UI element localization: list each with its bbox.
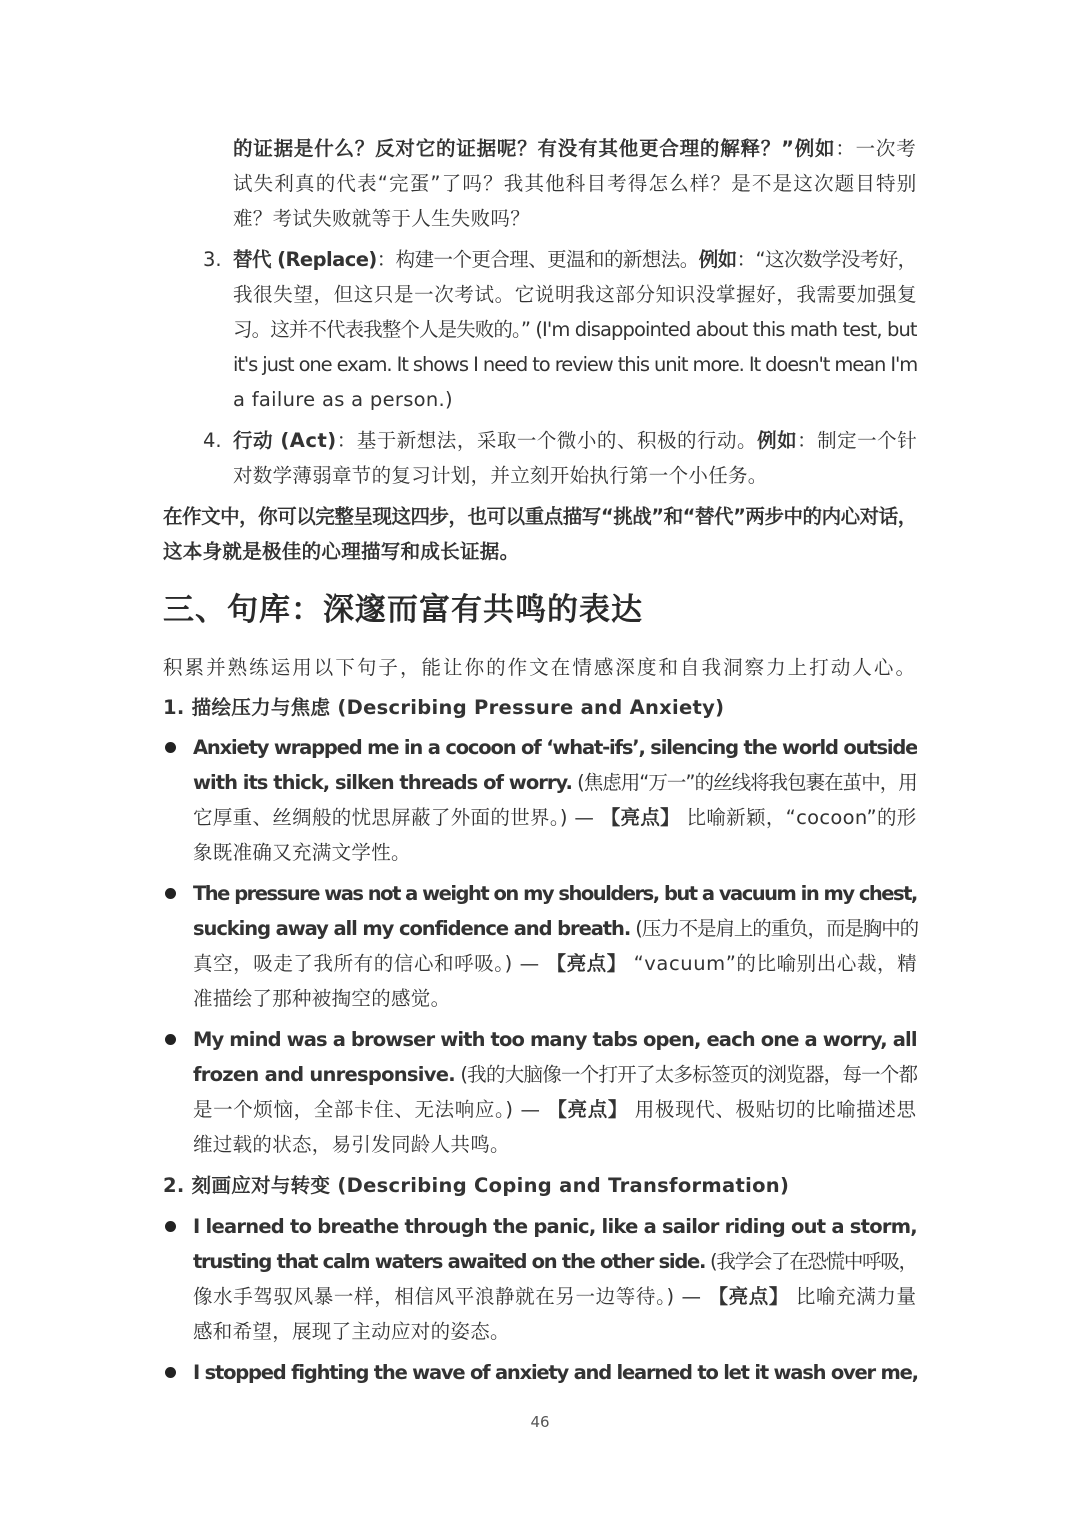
- step-text: ：构建一个更合理、更温和的新想法。: [376, 248, 699, 271]
- sentence-line: [193, 1244, 917, 1280]
- step-4-line-1: [233, 423, 917, 459]
- sentence-en: My mind was a browser with too many tabs open, each one a worry, all: [193, 1028, 917, 1051]
- sentence-line: [193, 946, 917, 982]
- subheading-title-cn: 描绘压力与焦虑: [191, 696, 331, 719]
- highlight-comment: “vacuum”的比喻别出心裁，精: [626, 952, 918, 975]
- subheading-number: 1.: [163, 696, 185, 719]
- summary-line-1: 在作文中，你可以完整呈现这四步，也可以重点描写“挑战”和“替代”两步中的内心对话，: [163, 505, 917, 528]
- sentence-en: sucking away all my confidence and breath.: [193, 917, 631, 940]
- sentence-translation: 像水手驾驭风暴一样，相信风平浪静就在另一边等待。) —: [193, 1285, 709, 1308]
- highlight-label: 【亮点】: [547, 1098, 628, 1121]
- step-3-line-3: [233, 312, 917, 348]
- subheading-number: 2.: [163, 1174, 185, 1197]
- step-text: 习。这并不代表我整个人是失败的。”: [233, 318, 531, 341]
- sentence-en: I stopped fighting the wave of anxiety and learned to let it wash over me,: [193, 1361, 918, 1384]
- highlight-label: 【亮点】: [600, 806, 680, 829]
- subheading-title-cn: 刻画应对与转变: [191, 1174, 331, 1197]
- sentence-translation: (压力不是肩上的重负，而是胸中的: [630, 917, 919, 940]
- highlight-comment: 比喻充满力量: [789, 1285, 917, 1308]
- highlight-comment: 用极现代、极贴切的比喻描述思: [627, 1098, 917, 1121]
- summary-line-2: 这本身就是极佳的心理描写和成长证据。: [163, 540, 520, 563]
- bullet-icon: [165, 888, 176, 899]
- sentence-en: frozen and unresponsive.: [193, 1063, 455, 1086]
- continuation-text: ：一次考: [835, 137, 917, 160]
- highlight-comment: 维过载的状态，易引发同龄人共鸣。: [193, 1133, 510, 1156]
- bullet-icon: [165, 1367, 176, 1378]
- sentence-translation: (我学会了在恐慌中呼吸，: [705, 1250, 917, 1273]
- sentence-line: [193, 911, 918, 947]
- continuation-line-2: 试失利真的代表“完蛋”了吗？我其他科目考得怎么样？是不是这次题目特别: [233, 172, 918, 195]
- step-3-line-4: it's just one exam. It shows I need to review this unit more. It doesn't mean I'm: [233, 353, 918, 376]
- step-text: ：基于新想法，采取一个微小的、积极的行动。: [336, 429, 758, 452]
- sentence-translation: (我的大脑像一个打开了太多标签页的浏览器，每一个都: [454, 1063, 918, 1086]
- bullet-icon: [165, 1221, 176, 1232]
- highlight-comment: 感和希望，展现了主动应对的姿态。: [193, 1320, 510, 1343]
- sentence-line: [193, 1279, 917, 1315]
- step-3-line-5: a failure as a person.): [233, 388, 453, 411]
- subheading-title-en: (Describing Pressure and Anxiety): [337, 696, 725, 719]
- sentence-line: [193, 1057, 917, 1093]
- highlight-comment: 准描绘了那种被掏空的感觉。: [193, 987, 451, 1010]
- sentence-en: trusting that calm waters awaited on the other side.: [193, 1250, 706, 1273]
- sentence-line: [193, 765, 917, 801]
- page-number: 46: [530, 1413, 550, 1431]
- example-label: 例如: [794, 137, 836, 160]
- highlight-label: 【亮点】: [708, 1285, 790, 1308]
- example-label: 例如: [698, 248, 737, 271]
- step-translation: (I'm disappointed about this math test, but: [530, 318, 917, 341]
- sentence-en: I learned to breathe through the panic, like a sailor riding out a storm,: [193, 1215, 917, 1238]
- sentence-translation: 是一个烦恼，全部卡住、无法响应。) —: [193, 1098, 548, 1121]
- step-3-line-2: 我很失望，但这只是一次考试。它说明我这部分知识没掌握好，我需要加强复: [233, 283, 918, 306]
- sentence-line: [193, 800, 917, 836]
- step-text: ：制定一个针: [797, 429, 918, 452]
- step-3-line-1: [233, 242, 917, 278]
- continuation-line-3: 难？考试失败就等于人生失败吗？: [233, 207, 531, 230]
- continuation-question: 的证据是什么？反对它的证据呢？有没有其他更合理的解释？”: [233, 137, 795, 160]
- subheading-title-en: (Describing Coping and Transformation): [337, 1174, 790, 1197]
- bullet-icon: [165, 1034, 176, 1045]
- section-heading: 三、句库：深邃而富有共鸣的表达: [163, 592, 643, 628]
- sentence-translation: 它厚重、丝绸般的忧思屏蔽了外面的世界。) —: [193, 806, 601, 829]
- highlight-comment: 象既准确又充满文学性。: [193, 841, 411, 864]
- step-number: 3.: [203, 248, 222, 271]
- sentence-en: with its thick, silken threads of worry.: [193, 771, 572, 794]
- step-title: 替代 (Replace): [233, 248, 377, 271]
- sentence-en: Anxiety wrapped me in a cocoon of ‘what-ifs’, silencing the world outside: [193, 736, 918, 759]
- bullet-icon: [165, 742, 176, 753]
- step-title: 行动 (Act): [233, 429, 337, 452]
- subheading-coping: [163, 1168, 789, 1204]
- highlight-comment: 比喻新颖，“cocoon”的形: [680, 806, 917, 829]
- sentence-line: [193, 1092, 917, 1128]
- section-intro: 积累并熟练运用以下句子，能让你的作文在情感深度和自我洞察力上打动人心。: [163, 656, 918, 679]
- subheading-pressure: [163, 690, 724, 726]
- sentence-translation: 真空，吸走了我所有的信心和呼吸。) —: [193, 952, 547, 975]
- example-label: 例如: [757, 429, 798, 452]
- step-4-line-2: 对数学薄弱章节的复习计划，并立刻开始执行第一个小任务。: [233, 464, 768, 487]
- step-text: ：“这次数学没考好，: [736, 248, 917, 271]
- sentence-en: The pressure was not a weight on my shoulders, but a vacuum in my chest,: [193, 882, 917, 905]
- continuation-line-1: [233, 131, 917, 167]
- highlight-label: 【亮点】: [546, 952, 627, 975]
- sentence-translation: (焦虑用“万一”的丝线将我包裹在茧中，用: [571, 771, 917, 794]
- step-number: 4.: [203, 429, 222, 452]
